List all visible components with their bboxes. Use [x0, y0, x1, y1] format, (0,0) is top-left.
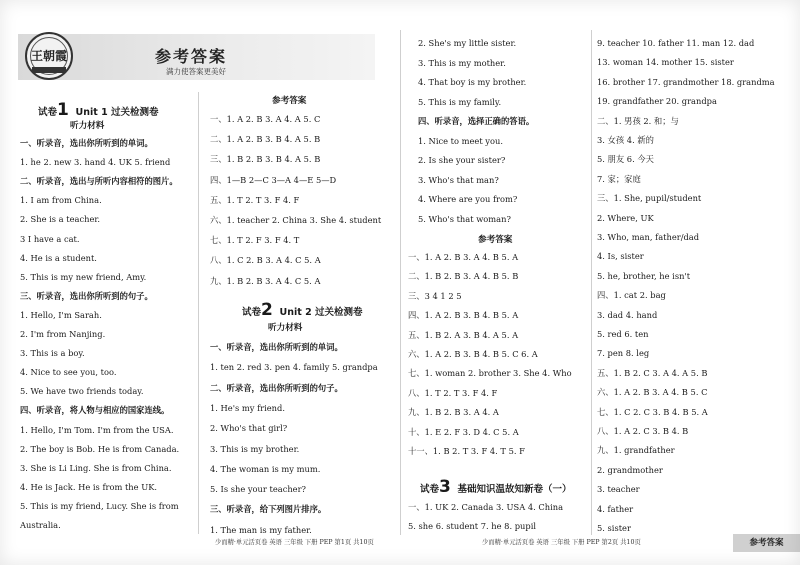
- text-line: 3. This is my mother.: [418, 57, 506, 68]
- text-line: 四、1. A 2. B 3. B 4. B 5. A: [408, 310, 519, 321]
- answer-key-tab: 参考答案: [733, 534, 800, 552]
- text-line: 1. Hello, I'm Sarah.: [20, 309, 102, 320]
- footer-page1: 少而精·单元活页卷 英语 三年级 下册 PEP 第1页 共10页: [215, 539, 374, 546]
- text-line: 3. dad 4. hand: [597, 309, 658, 320]
- text-line: 九、1. B 2. B 3. A 4. C 5. A: [210, 275, 321, 286]
- footer-page2: 少而精·单元活页卷 英语 三年级 下册 PEP 第2页 共10页: [482, 539, 641, 546]
- text-line: 4. He is a student.: [20, 252, 97, 263]
- text-line: 2. She's my little sister.: [418, 38, 517, 48]
- text-line: 二、听录音，选出你所听到的句子。: [210, 382, 343, 393]
- text-line: 三、听录音，选出你所听到的句子。: [20, 290, 153, 301]
- text-line: 3. Who, man, father/dad: [597, 232, 700, 242]
- text-line: 六、1. A 2. B 3. A 4. B 5. C: [597, 387, 708, 398]
- text-line: 二、1. A 2. B 3. B 4. A 5. B: [210, 134, 321, 145]
- text-line: 一、1. A 2. B 3. A 4. A 5. C: [210, 114, 321, 124]
- text-line: 4. The woman is my mum.: [210, 463, 321, 474]
- text-line: 十一、1. B 2. T 3. F 4. T 5. F: [408, 446, 525, 456]
- svg-text:王朝霞: 王朝霞: [30, 49, 68, 63]
- text-line: 5. This is my family.: [418, 96, 502, 107]
- text-line: 3. teacher: [597, 484, 640, 495]
- text-line: 5. Who's that woman?: [418, 213, 511, 224]
- text-line: 二、1. B 2. B 3. A 4. B 5. B: [408, 271, 519, 282]
- text-line: 2. Who's that girl?: [210, 423, 288, 434]
- text-line: 九、1. grandfather: [597, 445, 675, 456]
- text-line: 4. Where are you from?: [418, 194, 518, 204]
- text-line: 四、1. cat 2. bag: [597, 290, 666, 301]
- text-line: 7. pen 8. leg: [597, 348, 650, 359]
- text-line: 4. That boy is my brother.: [418, 77, 527, 87]
- text-line: 7. 家；家庭: [597, 173, 641, 184]
- text-line: 5. 朋友 6. 今天: [597, 154, 654, 165]
- text-line: 九、1. B 2. B 3. A 4. A: [408, 407, 499, 418]
- text-line: 七、1. woman 2. brother 3. She 4. Who: [408, 368, 572, 379]
- test2-answers-title: 参考答案: [478, 235, 513, 245]
- text-line: 4. Is, sister: [597, 251, 644, 262]
- text-line: 十、1. E 2. F 3. D 4. C 5. A: [408, 426, 519, 437]
- text-line: 3 I have a cat.: [20, 233, 80, 244]
- text-line: 2. I'm from Nanjing.: [20, 329, 106, 339]
- text-line: 1. Nice to meet you.: [418, 135, 503, 146]
- text-line: 七、1. T 2. F 3. F 4. T: [210, 235, 300, 246]
- text-line: 3. 女孩 4. 新的: [597, 135, 654, 145]
- test1-heading: 试卷1 Unit 1 过关检测卷: [38, 100, 159, 120]
- text-line: 1. he 2. new 3. hand 4. UK 5. friend: [20, 157, 171, 168]
- publisher-seal-logo: [24, 31, 74, 81]
- text-line: 16. brother 17. grandmother 18. grandma: [597, 76, 775, 87]
- text-line: 二、1. 男孩 2. 和；与: [597, 115, 679, 126]
- text-line: 5. sister: [597, 523, 631, 533]
- text-line: 1. ten 2. red 3. pen 4. family 5. grandpa: [210, 362, 378, 373]
- text-line: 二、听录音，选出与所听内容相符的图片。: [20, 176, 178, 187]
- text-line: 四、1—B 2—C 3—A 4—E 5—D: [210, 174, 337, 185]
- text-line: 2. grandmother: [597, 464, 663, 475]
- text-line: 2. Where, UK: [597, 212, 654, 223]
- text-line: 5. We have two friends today.: [20, 386, 144, 397]
- test2-heading: 试卷2 Unit 2 过关检测卷: [242, 300, 363, 320]
- text-line: 5. This is my new friend, Amy.: [20, 271, 147, 282]
- column-divider: [591, 30, 592, 535]
- center-fold: [400, 30, 401, 535]
- text-line: 六、1. A 2. B 3. B 4. B 5. C 6. A: [408, 349, 538, 359]
- text-line: 2. Is she your sister?: [418, 155, 506, 165]
- text-line: 八、1. A 2. C 3. B 4. B: [597, 426, 689, 436]
- text-line: 五、1. B 2. C 3. A 4. A 5. B: [597, 367, 708, 378]
- text-line: 四、听录音，选择正确的答语。: [418, 116, 535, 126]
- text-line: 3. She is Li Ling. She is from China.: [20, 462, 172, 473]
- text-line: 5. Is she your teacher?: [210, 484, 307, 495]
- text-line: 五、1. T 2. T 3. F 4. F: [210, 194, 300, 205]
- text-line: 八、1. T 2. T 3. F 4. F: [408, 387, 498, 398]
- text-line: 3. This is a boy.: [20, 348, 85, 359]
- text-line: 5. he, brother, he isn't: [597, 270, 691, 281]
- text-line: 一、1. A 2. B 3. A 4. B 5. A: [408, 252, 519, 262]
- text-line: 一、1. UK 2. Canada 3. USA 4. China: [408, 502, 564, 512]
- text-line: 2. She is a teacher.: [20, 214, 101, 225]
- text-line: 七、1. C 2. C 3. B 4. B 5. A: [597, 406, 708, 417]
- test3-heading: 试卷3 基础知识温故知新卷（一）: [420, 477, 572, 497]
- test1-answers-title: 参考答案: [272, 96, 307, 106]
- text-line: 三、1. She, pupil/student: [597, 193, 702, 204]
- text-line: 三、1. B 2. B 3. B 4. A 5. B: [210, 154, 321, 165]
- text-line: 1. He's my friend.: [210, 402, 285, 413]
- test1-listening-label: 听力材料: [70, 121, 105, 131]
- text-line: 5. red 6. ten: [597, 329, 649, 339]
- text-line: 5. This is my friend, Lucy. She is from: [20, 500, 179, 511]
- text-line: 2. The boy is Bob. He is from Canada.: [20, 443, 180, 454]
- text-line: 9. teacher 10. father 11. man 12. dad: [597, 38, 755, 48]
- test2-listening-label: 听力材料: [268, 323, 303, 333]
- page-title: 参考答案: [155, 47, 228, 66]
- text-line: 1. I am from China.: [20, 195, 102, 206]
- text-line: 3. Who's that man?: [418, 174, 499, 185]
- text-line: 三、听录音，给下列图片排序。: [210, 504, 327, 515]
- text-line: 五、1. B 2. A 3. B 4. A 5. A: [408, 329, 519, 340]
- text-line: 八、1. C 2. B 3. A 4. C 5. A: [210, 255, 321, 266]
- text-line: 一、听录音，选出你所听到的单词。: [20, 138, 153, 148]
- text-line: 4. He is Jack. He is from the UK.: [20, 481, 158, 492]
- text-line: 1. Hello, I'm Tom. I'm from the USA.: [20, 424, 174, 435]
- text-line: 19. grandfather 20. grandpa: [597, 96, 717, 107]
- text-line: 5. she 6. student 7. he 8. pupil: [408, 521, 536, 531]
- text-line: Australia.: [20, 520, 61, 530]
- text-line: 4. Nice to see you, too.: [20, 367, 117, 378]
- text-line: 四、听录音，将人物与相应的国家连线。: [20, 405, 170, 416]
- text-line: 3. This is my brother.: [210, 443, 300, 454]
- text-line: 13. woman 14. mother 15. sister: [597, 57, 734, 68]
- text-line: 4. father: [597, 503, 634, 514]
- text-line: 1. The man is my father.: [210, 524, 312, 535]
- text-line: 六、1. teacher 2. China 3. She 4. student: [210, 215, 382, 225]
- page-subtitle: 满力使答案更美好: [166, 67, 226, 76]
- column-divider: [198, 92, 199, 534]
- text-line: 三、3 4 1 2 5: [408, 290, 462, 301]
- text-line: 一、听录音，选出你所听到的单词。: [210, 342, 343, 352]
